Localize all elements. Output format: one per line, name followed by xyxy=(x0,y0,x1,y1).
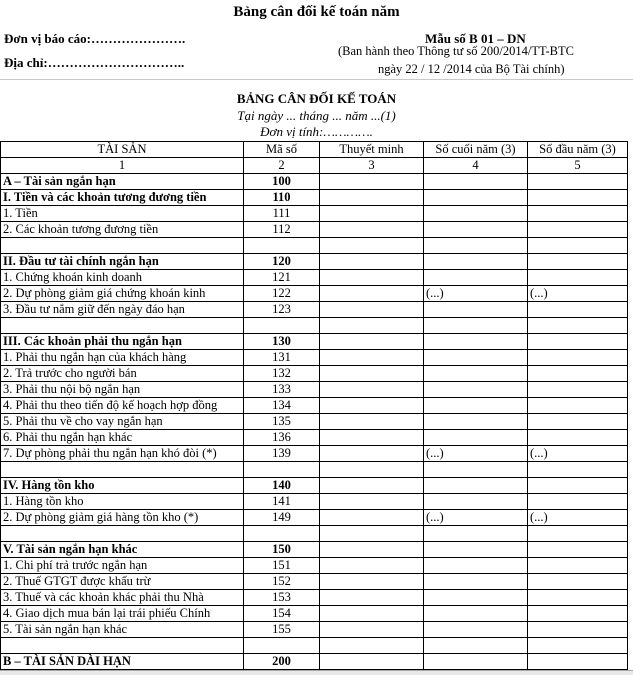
table-row xyxy=(1,494,628,510)
table-row xyxy=(1,174,628,190)
row-year-end-cell[interactable] xyxy=(424,462,528,478)
column-number[interactable]: 3 xyxy=(320,158,424,174)
row-year-start-cell[interactable] xyxy=(528,478,628,494)
row-year-start-cell[interactable] xyxy=(528,206,628,222)
row-code-cell[interactable]: 100 xyxy=(244,174,320,190)
header-assets[interactable]: TÀI SẢN xyxy=(1,142,244,158)
row-year-start-cell[interactable] xyxy=(528,238,628,254)
row-year-end-cell[interactable] xyxy=(424,238,528,254)
row-notes-cell[interactable] xyxy=(320,350,424,366)
table-row xyxy=(1,270,628,286)
table-row xyxy=(1,622,628,638)
row-notes-cell[interactable] xyxy=(320,366,424,382)
row-code-cell[interactable]: 152 xyxy=(244,574,320,590)
row-year-start-cell[interactable] xyxy=(528,318,628,334)
row-label-cell[interactable]: B – TÀI SẢN DÀI HẠN xyxy=(1,654,244,670)
row-code-cell[interactable]: 139 xyxy=(244,446,320,462)
table-row xyxy=(1,574,628,590)
table-row xyxy=(1,350,628,366)
issued-date-text: ngày 22 / 12 /2014 của Bộ Tài chính) xyxy=(378,62,565,76)
row-year-end-cell[interactable] xyxy=(424,270,528,286)
row-year-start-cell[interactable] xyxy=(528,334,628,350)
row-notes-cell[interactable] xyxy=(320,222,424,238)
row-code-cell[interactable]: 130 xyxy=(244,334,320,350)
row-code-cell[interactable]: 135 xyxy=(244,414,320,430)
row-year-start-cell[interactable] xyxy=(528,270,628,286)
row-label-cell[interactable]: 1. Phải thu ngắn hạn của khách hàng xyxy=(1,350,244,366)
row-notes-cell[interactable] xyxy=(320,510,424,526)
table-row xyxy=(1,590,628,606)
row-code-cell[interactable]: 121 xyxy=(244,270,320,286)
row-year-start-cell[interactable] xyxy=(528,590,628,606)
table-row xyxy=(1,286,628,302)
row-year-start-cell[interactable] xyxy=(528,462,628,478)
row-label-cell[interactable]: 2. Dự phòng giảm giá chứng khoán kinh xyxy=(1,286,244,302)
row-label-cell[interactable]: 2. Thuế GTGT được khấu trừ xyxy=(1,574,244,590)
row-code-cell[interactable]: 153 xyxy=(244,590,320,606)
row-year-end-cell[interactable] xyxy=(424,494,528,510)
row-code-cell[interactable] xyxy=(244,462,320,478)
row-year-start-cell[interactable] xyxy=(528,382,628,398)
row-year-end-cell[interactable] xyxy=(424,590,528,606)
row-year-end-cell[interactable] xyxy=(424,254,528,270)
table-row xyxy=(1,542,628,558)
row-notes-cell[interactable] xyxy=(320,494,424,510)
row-label-cell[interactable]: 1. Hàng tồn kho xyxy=(1,494,244,510)
table-row xyxy=(1,414,628,430)
row-year-end-cell[interactable] xyxy=(424,174,528,190)
row-year-start-cell[interactable] xyxy=(528,414,628,430)
row-year-end-cell[interactable] xyxy=(424,622,528,638)
issued-by-text: (Ban hành theo Thông tư số 200/2014/TT-BTC xyxy=(338,44,574,58)
row-year-start-cell[interactable]: (...) xyxy=(528,446,628,462)
row-code-cell[interactable]: 132 xyxy=(244,366,320,382)
row-code-cell[interactable] xyxy=(244,526,320,542)
row-year-start-cell[interactable] xyxy=(528,494,628,510)
row-code-cell[interactable]: 149 xyxy=(244,510,320,526)
table-row xyxy=(1,206,628,222)
report-date-line: Tại ngày ... tháng ... năm ...(1) xyxy=(237,108,396,123)
table-row xyxy=(1,398,628,414)
row-notes-cell[interactable] xyxy=(320,590,424,606)
row-label-cell[interactable]: IV. Hàng tồn kho xyxy=(1,478,244,494)
row-year-end-cell[interactable] xyxy=(424,574,528,590)
row-year-start-cell[interactable] xyxy=(528,638,628,654)
row-label-cell[interactable]: 4. Phải thu theo tiến độ kế hoạch hợp đồng xyxy=(1,398,244,414)
row-year-end-cell[interactable] xyxy=(424,430,528,446)
row-notes-cell[interactable] xyxy=(320,414,424,430)
row-year-end-cell[interactable] xyxy=(424,190,528,206)
row-year-end-cell[interactable] xyxy=(424,222,528,238)
row-code-cell[interactable]: 131 xyxy=(244,350,320,366)
header-row xyxy=(1,142,628,158)
table-row xyxy=(1,446,628,462)
row-label-cell[interactable]: 1. Chứng khoán kinh doanh xyxy=(1,270,244,286)
row-code-cell[interactable]: 123 xyxy=(244,302,320,318)
table-row xyxy=(1,510,628,526)
row-label-cell[interactable]: 6. Phải thu ngắn hạn khác xyxy=(1,430,244,446)
row-notes-cell[interactable] xyxy=(320,286,424,302)
row-notes-cell[interactable] xyxy=(320,190,424,206)
row-notes-cell[interactable] xyxy=(320,622,424,638)
row-notes-cell[interactable] xyxy=(320,654,424,670)
row-code-cell[interactable]: 134 xyxy=(244,398,320,414)
row-code-cell[interactable]: 154 xyxy=(244,606,320,622)
row-year-end-cell[interactable] xyxy=(424,414,528,430)
sheet-gridline xyxy=(0,79,633,80)
column-number-row xyxy=(1,158,628,174)
currency-unit-line: Đơn vị tính:…………. xyxy=(260,124,373,139)
row-year-end-cell[interactable] xyxy=(424,334,528,350)
header-notes[interactable]: Thuyết minh xyxy=(320,142,424,158)
row-notes-cell[interactable] xyxy=(320,526,424,542)
row-notes-cell[interactable] xyxy=(320,398,424,414)
row-year-end-cell[interactable]: (...) xyxy=(424,286,528,302)
row-code-cell[interactable]: 141 xyxy=(244,494,320,510)
row-code-cell[interactable]: 150 xyxy=(244,542,320,558)
row-year-start-cell[interactable] xyxy=(528,174,628,190)
blank-row xyxy=(1,238,628,254)
blank-row xyxy=(1,462,628,478)
row-notes-cell[interactable] xyxy=(320,430,424,446)
column-number[interactable]: 2 xyxy=(244,158,320,174)
row-year-end-cell[interactable] xyxy=(424,366,528,382)
row-code-cell[interactable]: 111 xyxy=(244,206,320,222)
table-row xyxy=(1,222,628,238)
row-label-cell[interactable]: 3. Phải thu nội bộ ngắn hạn xyxy=(1,382,244,398)
row-year-start-cell[interactable]: (...) xyxy=(528,510,628,526)
row-year-end-cell[interactable]: (...) xyxy=(424,510,528,526)
row-label-cell[interactable]: A – Tài sản ngắn hạn xyxy=(1,174,244,190)
row-year-end-cell[interactable] xyxy=(424,318,528,334)
row-year-end-cell[interactable] xyxy=(424,206,528,222)
column-number[interactable]: 5 xyxy=(528,158,628,174)
blank-row xyxy=(1,638,628,654)
row-year-start-cell[interactable] xyxy=(528,254,628,270)
row-label-cell[interactable]: 2. Dự phòng giảm giá hàng tồn kho (*) xyxy=(1,510,244,526)
row-year-end-cell[interactable] xyxy=(424,542,528,558)
row-year-start-cell[interactable] xyxy=(528,222,628,238)
row-year-start-cell[interactable] xyxy=(528,350,628,366)
table-row xyxy=(1,654,628,670)
table-row xyxy=(1,334,628,350)
form-number: Mẫu số B 01 – DN xyxy=(425,31,526,46)
row-label-cell[interactable]: 7. Dự phòng phải thu ngắn hạn khó đòi (*) xyxy=(1,446,244,462)
table-row xyxy=(1,558,628,574)
row-year-start-cell[interactable] xyxy=(528,654,628,670)
row-label-cell[interactable] xyxy=(1,638,244,654)
row-label-cell[interactable]: I. Tiền và các khoản tương đương tiền xyxy=(1,190,244,206)
row-year-start-cell[interactable] xyxy=(528,190,628,206)
table-row xyxy=(1,190,628,206)
row-year-end-cell[interactable] xyxy=(424,526,528,542)
row-code-cell[interactable] xyxy=(244,318,320,334)
row-notes-cell[interactable] xyxy=(320,478,424,494)
row-code-cell[interactable]: 133 xyxy=(244,382,320,398)
row-label-cell[interactable] xyxy=(1,318,244,334)
balance-sheet-table xyxy=(0,141,628,670)
row-notes-cell[interactable] xyxy=(320,382,424,398)
table-row xyxy=(1,366,628,382)
row-notes-cell[interactable] xyxy=(320,270,424,286)
row-year-start-cell[interactable] xyxy=(528,398,628,414)
reporting-unit-label: Đơn vị báo cáo:…………………. xyxy=(4,31,186,46)
row-label-cell[interactable]: V. Tài sản ngắn hạn khác xyxy=(1,542,244,558)
row-notes-cell[interactable] xyxy=(320,254,424,270)
blank-row xyxy=(1,526,628,542)
row-label-cell[interactable]: 5. Phải thu về cho vay ngắn hạn xyxy=(1,414,244,430)
row-code-cell[interactable] xyxy=(244,638,320,654)
row-year-start-cell[interactable] xyxy=(528,366,628,382)
row-year-end-cell[interactable] xyxy=(424,654,528,670)
row-notes-cell[interactable] xyxy=(320,446,424,462)
row-notes-cell[interactable] xyxy=(320,206,424,222)
row-notes-cell[interactable] xyxy=(320,558,424,574)
row-code-cell[interactable]: 151 xyxy=(244,558,320,574)
table-row xyxy=(1,302,628,318)
row-label-cell[interactable]: 3. Đầu tư nắm giữ đến ngày đáo hạn xyxy=(1,302,244,318)
row-notes-cell[interactable] xyxy=(320,238,424,254)
row-year-start-cell[interactable] xyxy=(528,542,628,558)
table-row xyxy=(1,606,628,622)
table-row xyxy=(1,478,628,494)
row-year-end-cell[interactable] xyxy=(424,350,528,366)
header-code[interactable]: Mã số xyxy=(244,142,320,158)
row-year-start-cell[interactable] xyxy=(528,430,628,446)
row-year-end-cell[interactable] xyxy=(424,302,528,318)
row-code-cell[interactable]: 140 xyxy=(244,478,320,494)
row-notes-cell[interactable] xyxy=(320,606,424,622)
row-code-cell[interactable]: 112 xyxy=(244,222,320,238)
blank-row xyxy=(1,318,628,334)
table-row xyxy=(1,254,628,270)
row-code-cell[interactable]: 136 xyxy=(244,430,320,446)
row-code-cell[interactable]: 110 xyxy=(244,190,320,206)
column-number[interactable]: 1 xyxy=(1,158,244,174)
row-year-end-cell[interactable] xyxy=(424,382,528,398)
row-year-end-cell[interactable] xyxy=(424,478,528,494)
row-year-end-cell[interactable]: (...) xyxy=(424,446,528,462)
row-year-end-cell[interactable] xyxy=(424,558,528,574)
row-notes-cell[interactable] xyxy=(320,318,424,334)
row-label-cell[interactable]: 1. Tiền xyxy=(1,206,244,222)
row-label-cell[interactable] xyxy=(1,462,244,478)
row-label-cell[interactable] xyxy=(1,526,244,542)
balance-sheet-title: BẢNG CÂN ĐỐI KẾ TOÁN xyxy=(236,91,397,106)
row-label-cell[interactable]: 4. Giao dịch mua bán lại trái phiếu Chính xyxy=(1,606,244,622)
row-notes-cell[interactable] xyxy=(320,638,424,654)
row-code-cell[interactable] xyxy=(244,238,320,254)
row-notes-cell[interactable] xyxy=(320,174,424,190)
row-notes-cell[interactable] xyxy=(320,302,424,318)
header-year-start[interactable]: Số đầu năm (3) xyxy=(528,142,628,158)
row-label-cell[interactable] xyxy=(1,238,244,254)
row-code-cell[interactable]: 155 xyxy=(244,622,320,638)
row-code-cell[interactable]: 120 xyxy=(244,254,320,270)
document-title: Bảng cân đối kế toán năm xyxy=(233,4,400,20)
row-label-cell[interactable]: 2. Trả trước cho người bán xyxy=(1,366,244,382)
row-year-start-cell[interactable] xyxy=(528,606,628,622)
row-label-cell[interactable]: II. Đầu tư tài chính ngắn hạn xyxy=(1,254,244,270)
row-label-cell[interactable]: 1. Chi phí trả trước ngắn hạn xyxy=(1,558,244,574)
address-label: Địa chỉ:………………………….. xyxy=(4,55,185,70)
row-label-cell[interactable]: 5. Tài sản ngắn hạn khác xyxy=(1,622,244,638)
table-row xyxy=(1,382,628,398)
row-year-start-cell[interactable]: (...) xyxy=(528,286,628,302)
column-number[interactable]: 4 xyxy=(424,158,528,174)
table-row xyxy=(1,430,628,446)
row-notes-cell[interactable] xyxy=(320,462,424,478)
row-year-start-cell[interactable] xyxy=(528,574,628,590)
row-notes-cell[interactable] xyxy=(320,542,424,558)
row-label-cell[interactable]: 2. Các khoản tương đương tiền xyxy=(1,222,244,238)
row-year-end-cell[interactable] xyxy=(424,398,528,414)
row-year-start-cell[interactable] xyxy=(528,302,628,318)
row-year-start-cell[interactable] xyxy=(528,622,628,638)
row-label-cell[interactable]: 3. Thuế và các khoản khác phải thu Nhà xyxy=(1,590,244,606)
row-notes-cell[interactable] xyxy=(320,574,424,590)
row-year-start-cell[interactable] xyxy=(528,558,628,574)
header-year-end[interactable]: Số cuối năm (3) xyxy=(424,142,528,158)
row-year-start-cell[interactable] xyxy=(528,526,628,542)
row-year-end-cell[interactable] xyxy=(424,638,528,654)
row-notes-cell[interactable] xyxy=(320,334,424,350)
row-label-cell[interactable]: III. Các khoản phải thu ngắn hạn xyxy=(1,334,244,350)
row-code-cell[interactable]: 122 xyxy=(244,286,320,302)
row-code-cell[interactable]: 200 xyxy=(244,654,320,670)
row-year-end-cell[interactable] xyxy=(424,606,528,622)
sheet-tab-bar[interactable] xyxy=(0,670,633,675)
